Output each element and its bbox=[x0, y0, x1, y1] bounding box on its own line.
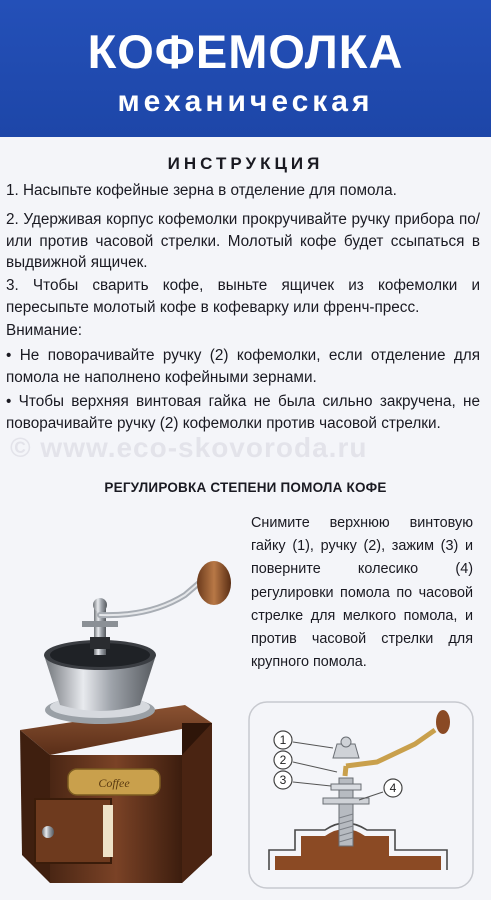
diagram-label-4: 4 bbox=[389, 781, 397, 795]
coffee-grinder-image bbox=[0, 555, 240, 900]
warning-2: • Чтобы верхняя винтовая гайка не была сильно закручена, не поворачивайте ручку (2) кофемолки против часовой стрелки. bbox=[6, 393, 480, 432]
step-3: 3. Чтобы сварить кофе, выньте ящичек из кофемолки и пересыпьте молотый кофе в кофеварку или френч-пресс. bbox=[6, 277, 480, 316]
plate-text: Coffee bbox=[98, 776, 130, 790]
adjustment-title: РЕГУЛИРОВКА СТЕПЕНИ ПОМОЛА КОФЕ bbox=[104, 480, 387, 495]
adjustment-text: Снимите верхнюю винтовую гайку (1), ручку (2), зажим (3) и поверните колесико (4) регулировки помола по часовой стрелке для мелкого помола, и против часовой стрелки для крупного помола. bbox=[251, 515, 473, 671]
diagram-label-2: 2 bbox=[279, 753, 287, 767]
grinder-diagram bbox=[247, 700, 475, 890]
diagram-label-3: 3 bbox=[279, 773, 287, 787]
step-2: 2. Удерживая корпус кофемолки прокручивайте ручку прибора по/или против часовой стрелки. Молотый кофе будет ссыпаться в выдвижной ящичек. bbox=[6, 211, 480, 271]
warning-1: • Не поворачивайте ручку (2) кофемолки, если отделение для помола не наполнено кофейными зернами. bbox=[6, 347, 480, 386]
product-subtitle: механическая bbox=[117, 85, 374, 118]
attention-label: Внимание: bbox=[6, 322, 82, 339]
wooden-knob bbox=[197, 561, 231, 605]
product-title: КОФЕМОЛКА bbox=[87, 25, 404, 78]
step-1: 1. Насыпьте кофейные зерна в отделение для помола. bbox=[6, 182, 397, 199]
drawer-knob bbox=[42, 826, 54, 838]
diagram-label-1: 1 bbox=[279, 733, 287, 747]
header-banner bbox=[0, 0, 491, 137]
instructions-heading: ИНСТРУКЦИЯ bbox=[167, 154, 324, 173]
watermark: © www.eco-skovoroda.ru bbox=[10, 432, 368, 463]
